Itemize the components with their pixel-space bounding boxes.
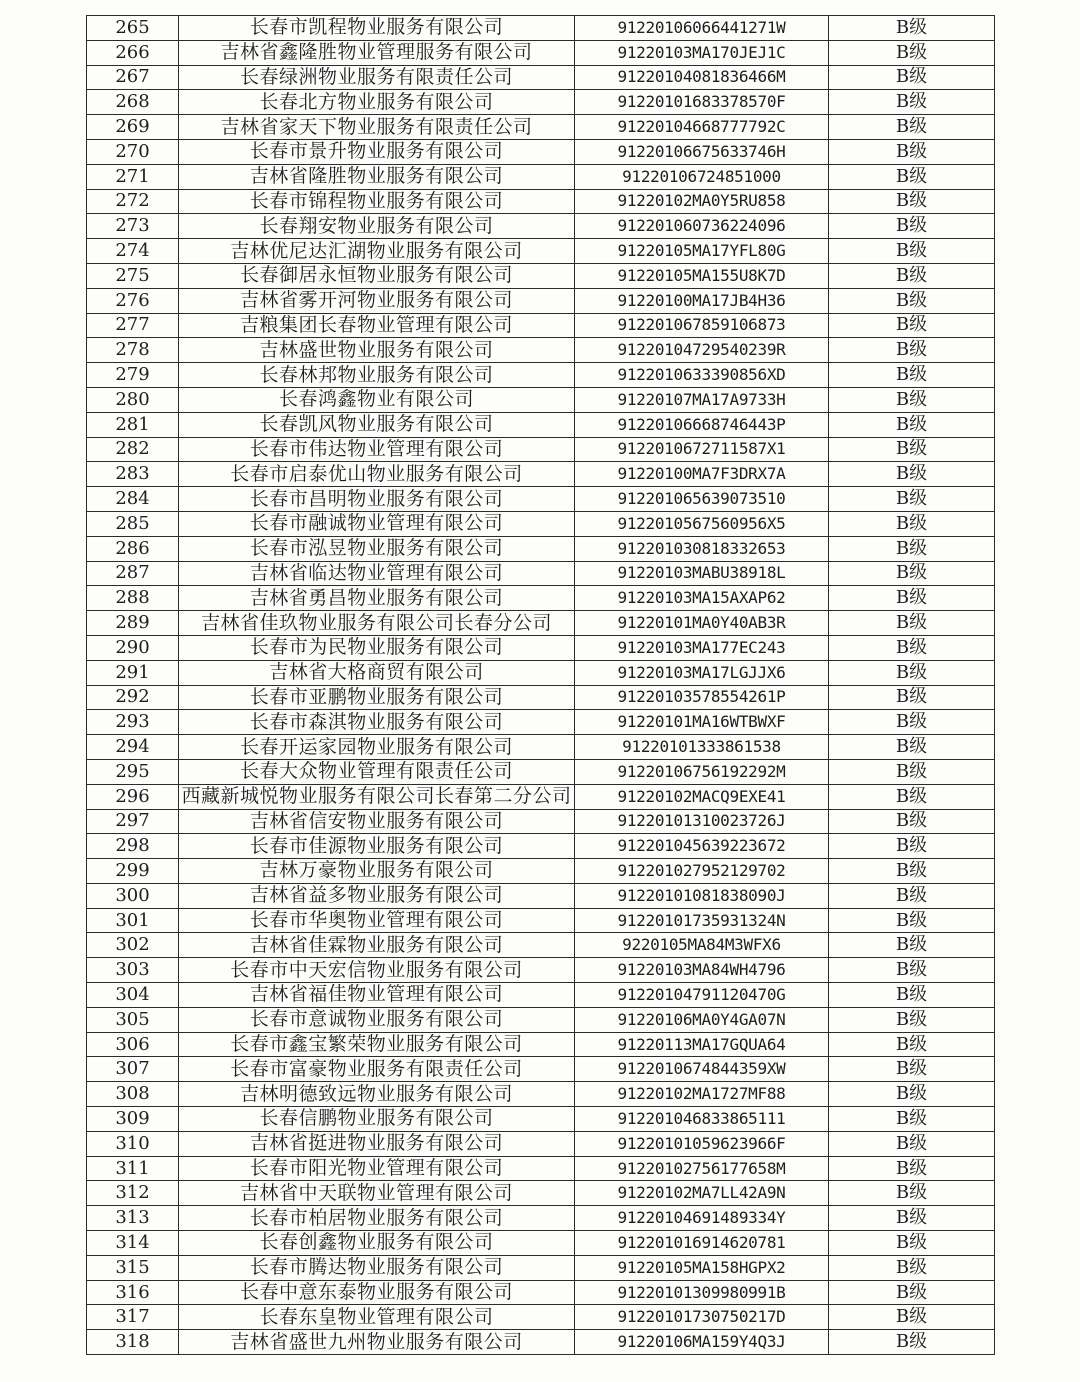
credit-code-cell: 91220101730750217D — [575, 1305, 829, 1330]
grade-cell: B级 — [829, 1305, 995, 1330]
company-name-cell: 长春创鑫物业服务有限公司 — [179, 1231, 575, 1256]
table-row — [87, 809, 995, 834]
row-number-cell: 318 — [87, 1330, 179, 1355]
row-number-cell: 301 — [87, 908, 179, 933]
grade-cell: B级 — [829, 16, 995, 41]
row-number-cell: 266 — [87, 40, 179, 65]
row-number-cell: 285 — [87, 511, 179, 536]
row-number-cell: 277 — [87, 313, 179, 338]
table-row — [87, 263, 995, 288]
row-number-cell: 280 — [87, 387, 179, 412]
row-number-cell: 304 — [87, 983, 179, 1008]
credit-code-cell: 91220103578554261P — [575, 685, 829, 710]
grade-cell: B级 — [829, 908, 995, 933]
credit-code-cell: 91220101MA0Y40AB3R — [575, 611, 829, 636]
company-name-cell: 长春市意诚物业服务有限公司 — [179, 1007, 575, 1032]
company-name-cell: 长春市鑫宝繁荣物业服务有限公司 — [179, 1032, 575, 1057]
company-name-cell: 长春开运家园物业服务有限公司 — [179, 735, 575, 760]
table-row — [87, 511, 995, 536]
table-row — [87, 239, 995, 264]
credit-code-cell: 91220107MA17A9733H — [575, 387, 829, 412]
company-name-cell: 长春市锦程物业服务有限公司 — [179, 189, 575, 214]
table-row — [87, 115, 995, 140]
table-row — [87, 958, 995, 983]
company-name-cell: 长春北方物业服务有限公司 — [179, 90, 575, 115]
table-row — [87, 164, 995, 189]
company-name-cell: 吉林省益多物业服务有限公司 — [179, 883, 575, 908]
grade-cell: B级 — [829, 288, 995, 313]
grade-cell: B级 — [829, 735, 995, 760]
row-number-cell: 282 — [87, 437, 179, 462]
row-number-cell: 315 — [87, 1255, 179, 1280]
credit-code-cell: 91220101333861538 — [575, 735, 829, 760]
credit-code-cell: 912201046833865111 — [575, 1107, 829, 1132]
grade-cell: B级 — [829, 883, 995, 908]
credit-code-cell: 91220103MA177EC243 — [575, 635, 829, 660]
company-name-cell: 吉林省勇昌物业服务有限公司 — [179, 586, 575, 611]
grade-cell: B级 — [829, 1231, 995, 1256]
grade-cell: B级 — [829, 65, 995, 90]
row-number-cell: 298 — [87, 834, 179, 859]
row-number-cell: 316 — [87, 1280, 179, 1305]
table-row — [87, 40, 995, 65]
row-number-cell: 272 — [87, 189, 179, 214]
row-number-cell: 267 — [87, 65, 179, 90]
row-number-cell: 291 — [87, 660, 179, 685]
row-number-cell: 300 — [87, 883, 179, 908]
company-name-cell: 吉林省临达物业管理有限公司 — [179, 561, 575, 586]
grade-cell: B级 — [829, 263, 995, 288]
credit-code-cell: 91220104691489334Y — [575, 1206, 829, 1231]
table-row — [87, 859, 995, 884]
credit-code-cell: 91220106066441271W — [575, 16, 829, 41]
table-row — [87, 883, 995, 908]
row-number-cell: 302 — [87, 933, 179, 958]
grade-cell: B级 — [829, 139, 995, 164]
table-row — [87, 1231, 995, 1256]
table-row — [87, 1032, 995, 1057]
table-row — [87, 437, 995, 462]
row-number-cell: 290 — [87, 635, 179, 660]
grade-cell: B级 — [829, 1255, 995, 1280]
table-row — [87, 611, 995, 636]
table-row — [87, 214, 995, 239]
company-name-cell: 吉林省中天联物业管理有限公司 — [179, 1181, 575, 1206]
table-row — [87, 561, 995, 586]
credit-code-cell: 91220106MA159Y4Q3J — [575, 1330, 829, 1355]
row-number-cell: 279 — [87, 363, 179, 388]
company-name-cell: 长春市泓昱物业服务有限公司 — [179, 536, 575, 561]
table-row — [87, 834, 995, 859]
company-name-cell: 吉林省隆胜物业服务有限公司 — [179, 164, 575, 189]
row-number-cell: 287 — [87, 561, 179, 586]
credit-code-cell: 91220104081836466M — [575, 65, 829, 90]
credit-code-cell: 912201027952129702 — [575, 859, 829, 884]
row-number-cell: 312 — [87, 1181, 179, 1206]
table-row — [87, 983, 995, 1008]
credit-code-cell: 91220101081838090J — [575, 883, 829, 908]
company-name-cell: 吉林万豪物业服务有限公司 — [179, 859, 575, 884]
table-row — [87, 288, 995, 313]
table-row — [87, 1082, 995, 1107]
grade-cell: B级 — [829, 759, 995, 784]
grade-cell: B级 — [829, 1007, 995, 1032]
grade-cell: B级 — [829, 685, 995, 710]
company-name-cell: 长春林邦物业服务有限公司 — [179, 363, 575, 388]
row-number-cell: 317 — [87, 1305, 179, 1330]
row-number-cell: 284 — [87, 487, 179, 512]
row-number-cell: 296 — [87, 784, 179, 809]
company-name-cell: 长春大众物业管理有限责任公司 — [179, 759, 575, 784]
row-number-cell: 292 — [87, 685, 179, 710]
row-number-cell: 297 — [87, 809, 179, 834]
row-number-cell: 265 — [87, 16, 179, 41]
table-row — [87, 462, 995, 487]
company-rating-table — [86, 15, 995, 1355]
table-row — [87, 1007, 995, 1032]
credit-code-cell: 91220103MA84WH4796 — [575, 958, 829, 983]
row-number-cell: 305 — [87, 1007, 179, 1032]
credit-code-cell: 91220102MA7LL42A9N — [575, 1181, 829, 1206]
row-number-cell: 311 — [87, 1156, 179, 1181]
grade-cell: B级 — [829, 239, 995, 264]
row-number-cell: 309 — [87, 1107, 179, 1132]
row-number-cell: 303 — [87, 958, 179, 983]
company-name-cell: 长春御居永恒物业服务有限公司 — [179, 263, 575, 288]
row-number-cell: 274 — [87, 239, 179, 264]
credit-code-cell: 912201016914620781 — [575, 1231, 829, 1256]
credit-code-cell: 9122010633390856XD — [575, 363, 829, 388]
row-number-cell: 286 — [87, 536, 179, 561]
grade-cell: B级 — [829, 115, 995, 140]
grade-cell: B级 — [829, 834, 995, 859]
table-row — [87, 784, 995, 809]
company-name-cell: 长春东皇物业管理有限公司 — [179, 1305, 575, 1330]
table-row — [87, 908, 995, 933]
table-row — [87, 759, 995, 784]
table-row — [87, 313, 995, 338]
credit-code-cell: 91220102MA1727MF88 — [575, 1082, 829, 1107]
grade-cell: B级 — [829, 660, 995, 685]
grade-cell: B级 — [829, 1156, 995, 1181]
company-name-cell: 长春市富豪物业服务有限责任公司 — [179, 1057, 575, 1082]
table-row — [87, 710, 995, 735]
grade-cell: B级 — [829, 387, 995, 412]
credit-code-cell: 91220100MA17JB4H36 — [575, 288, 829, 313]
credit-code-cell: 91220103MA17LGJJX6 — [575, 660, 829, 685]
credit-code-cell: 91220101310023726J — [575, 809, 829, 834]
grade-cell: B级 — [829, 1330, 995, 1355]
grade-cell: B级 — [829, 784, 995, 809]
grade-cell: B级 — [829, 1181, 995, 1206]
credit-code-cell: 91220113MA17GQUA64 — [575, 1032, 829, 1057]
row-number-cell: 275 — [87, 263, 179, 288]
credit-code-cell: 91220103MA170JEJ1C — [575, 40, 829, 65]
credit-code-cell: 912201067859106873 — [575, 313, 829, 338]
row-number-cell: 271 — [87, 164, 179, 189]
row-number-cell: 270 — [87, 139, 179, 164]
company-name-cell: 吉林明德致远物业服务有限公司 — [179, 1082, 575, 1107]
row-number-cell: 268 — [87, 90, 179, 115]
company-name-cell: 长春市凯程物业服务有限公司 — [179, 16, 575, 41]
table-row — [87, 1330, 995, 1355]
credit-code-cell: 912201030818332653 — [575, 536, 829, 561]
grade-cell: B级 — [829, 437, 995, 462]
company-name-cell: 长春市华奥物业管理有限公司 — [179, 908, 575, 933]
table-row — [87, 189, 995, 214]
table-row — [87, 1107, 995, 1132]
credit-code-cell: 91220106668746443P — [575, 412, 829, 437]
row-number-cell: 314 — [87, 1231, 179, 1256]
grade-cell: B级 — [829, 586, 995, 611]
credit-code-cell: 91220102756177658M — [575, 1156, 829, 1181]
grade-cell: B级 — [829, 561, 995, 586]
grade-cell: B级 — [829, 189, 995, 214]
table-row — [87, 65, 995, 90]
row-number-cell: 281 — [87, 412, 179, 437]
grade-cell: B级 — [829, 536, 995, 561]
credit-code-cell: 91220102MA0Y5RU858 — [575, 189, 829, 214]
table-row — [87, 536, 995, 561]
company-name-cell: 吉林省挺进物业服务有限公司 — [179, 1131, 575, 1156]
company-name-cell: 吉粮集团长春物业管理有限公司 — [179, 313, 575, 338]
table-row — [87, 338, 995, 363]
credit-code-cell: 91220101735931324N — [575, 908, 829, 933]
credit-code-cell: 91220101MA16WTBWXF — [575, 710, 829, 735]
grade-cell: B级 — [829, 412, 995, 437]
credit-code-cell: 91220101059623966F — [575, 1131, 829, 1156]
grade-cell: B级 — [829, 1057, 995, 1082]
grade-cell: B级 — [829, 462, 995, 487]
table-row — [87, 1206, 995, 1231]
row-number-cell: 283 — [87, 462, 179, 487]
row-number-cell: 306 — [87, 1032, 179, 1057]
company-name-cell: 吉林省大格商贸有限公司 — [179, 660, 575, 685]
company-name-cell: 长春市为民物业服务有限公司 — [179, 635, 575, 660]
company-name-cell: 长春市腾达物业服务有限公司 — [179, 1255, 575, 1280]
company-name-cell: 长春市柏居物业服务有限公司 — [179, 1206, 575, 1231]
table-row — [87, 735, 995, 760]
company-name-cell: 长春市阳光物业管理有限公司 — [179, 1156, 575, 1181]
company-name-cell: 吉林省佳霖物业服务有限公司 — [179, 933, 575, 958]
grade-cell: B级 — [829, 363, 995, 388]
company-name-cell: 长春绿洲物业服务有限责任公司 — [179, 65, 575, 90]
grade-cell: B级 — [829, 164, 995, 189]
row-number-cell: 295 — [87, 759, 179, 784]
grade-cell: B级 — [829, 1206, 995, 1231]
credit-code-cell: 91220103MA15AXAP62 — [575, 586, 829, 611]
credit-code-cell: 91220101309980991B — [575, 1280, 829, 1305]
grade-cell: B级 — [829, 983, 995, 1008]
credit-code-cell: 91220104729540239R — [575, 338, 829, 363]
credit-code-cell: 91220102MACQ9EXE41 — [575, 784, 829, 809]
company-name-cell: 吉林省鑫隆胜物业管理服务有限公司 — [179, 40, 575, 65]
credit-code-cell: 91220106756192292M — [575, 759, 829, 784]
row-number-cell: 278 — [87, 338, 179, 363]
grade-cell: B级 — [829, 635, 995, 660]
table-row — [87, 660, 995, 685]
grade-cell: B级 — [829, 611, 995, 636]
table-row — [87, 1255, 995, 1280]
company-name-cell: 吉林优尼达汇湖物业服务有限公司 — [179, 239, 575, 264]
table-row — [87, 363, 995, 388]
grade-cell: B级 — [829, 1032, 995, 1057]
table-row — [87, 487, 995, 512]
table-row — [87, 685, 995, 710]
grade-cell: B级 — [829, 1107, 995, 1132]
row-number-cell: 299 — [87, 859, 179, 884]
grade-cell: B级 — [829, 859, 995, 884]
company-name-cell: 长春鸿鑫物业有限公司 — [179, 387, 575, 412]
company-name-cell: 长春市景升物业服务有限公司 — [179, 139, 575, 164]
grade-cell: B级 — [829, 1131, 995, 1156]
company-name-cell: 长春信鹏物业服务有限公司 — [179, 1107, 575, 1132]
grade-cell: B级 — [829, 338, 995, 363]
grade-cell: B级 — [829, 933, 995, 958]
credit-code-cell: 9122010674844359XW — [575, 1057, 829, 1082]
table-row — [87, 1305, 995, 1330]
company-name-cell: 长春市启泰优山物业服务有限公司 — [179, 462, 575, 487]
company-name-cell: 长春市融诚物业管理有限公司 — [179, 511, 575, 536]
table-row — [87, 412, 995, 437]
grade-cell: B级 — [829, 1082, 995, 1107]
grade-cell: B级 — [829, 1280, 995, 1305]
grade-cell: B级 — [829, 511, 995, 536]
grade-cell: B级 — [829, 313, 995, 338]
row-number-cell: 313 — [87, 1206, 179, 1231]
table-row — [87, 1131, 995, 1156]
company-name-cell: 长春凯风物业服务有限公司 — [179, 412, 575, 437]
credit-code-cell: 9122010672711587X1 — [575, 437, 829, 462]
row-number-cell: 276 — [87, 288, 179, 313]
row-number-cell: 307 — [87, 1057, 179, 1082]
company-name-cell: 长春市昌明物业服务有限公司 — [179, 487, 575, 512]
credit-code-cell: 91220100MA7F3DRX7A — [575, 462, 829, 487]
grade-cell: B级 — [829, 710, 995, 735]
credit-code-cell: 91220105MA17YFL80G — [575, 239, 829, 264]
row-number-cell: 289 — [87, 611, 179, 636]
row-number-cell: 288 — [87, 586, 179, 611]
row-number-cell: 310 — [87, 1131, 179, 1156]
grade-cell: B级 — [829, 487, 995, 512]
credit-code-cell: 91220106724851000 — [575, 164, 829, 189]
company-name-cell: 吉林省雾开河物业服务有限公司 — [179, 288, 575, 313]
credit-code-cell: 91220106MA0Y4GA07N — [575, 1007, 829, 1032]
grade-cell: B级 — [829, 809, 995, 834]
table-row — [87, 1057, 995, 1082]
credit-code-cell: 91220104791120470G — [575, 983, 829, 1008]
table-row — [87, 1156, 995, 1181]
credit-code-cell: 9122010567560956X5 — [575, 511, 829, 536]
table-row — [87, 933, 995, 958]
company-name-cell: 长春市亚鹏物业服务有限公司 — [179, 685, 575, 710]
credit-code-cell: 91220104668777792C — [575, 115, 829, 140]
company-name-cell: 吉林省佳玖物业服务有限公司长春分公司 — [179, 611, 575, 636]
company-name-cell: 吉林省福佳物业管理有限公司 — [179, 983, 575, 1008]
table-row — [87, 635, 995, 660]
credit-code-cell: 91220105MA158HGPX2 — [575, 1255, 829, 1280]
company-name-cell: 吉林省家天下物业服务有限责任公司 — [179, 115, 575, 140]
company-name-cell: 长春市中天宏信物业服务有限公司 — [179, 958, 575, 983]
company-name-cell: 长春市森淇物业服务有限公司 — [179, 710, 575, 735]
grade-cell: B级 — [829, 40, 995, 65]
credit-code-cell: 91220103MABU38918L — [575, 561, 829, 586]
company-name-cell: 吉林省信安物业服务有限公司 — [179, 809, 575, 834]
table-body — [87, 16, 995, 1355]
table-row — [87, 16, 995, 41]
grade-cell: B级 — [829, 90, 995, 115]
table-row — [87, 387, 995, 412]
credit-code-cell: 91220105MA155U8K7D — [575, 263, 829, 288]
table-row — [87, 90, 995, 115]
company-name-cell: 吉林省盛世九州物业服务有限公司 — [179, 1330, 575, 1355]
row-number-cell: 294 — [87, 735, 179, 760]
credit-code-cell: 91220101683378570F — [575, 90, 829, 115]
credit-code-cell: 9220105MA84M3WFX6 — [575, 933, 829, 958]
table-row — [87, 1280, 995, 1305]
company-name-cell: 长春翔安物业服务有限公司 — [179, 214, 575, 239]
credit-code-cell: 91220106675633746H — [575, 139, 829, 164]
credit-code-cell: 912201065639073510 — [575, 487, 829, 512]
grade-cell: B级 — [829, 214, 995, 239]
table-row — [87, 139, 995, 164]
company-name-cell: 西藏新城悦物业服务有限公司长春第二分公司 — [179, 784, 575, 809]
company-name-cell: 长春市佳源物业服务有限公司 — [179, 834, 575, 859]
company-name-cell: 吉林盛世物业服务有限公司 — [179, 338, 575, 363]
company-name-cell: 长春市伟达物业管理有限公司 — [179, 437, 575, 462]
row-number-cell: 269 — [87, 115, 179, 140]
credit-code-cell: 912201045639223672 — [575, 834, 829, 859]
table-row — [87, 586, 995, 611]
row-number-cell: 308 — [87, 1082, 179, 1107]
table-row — [87, 1181, 995, 1206]
row-number-cell: 293 — [87, 710, 179, 735]
row-number-cell: 273 — [87, 214, 179, 239]
company-name-cell: 长春中意东泰物业服务有限公司 — [179, 1280, 575, 1305]
grade-cell: B级 — [829, 958, 995, 983]
credit-code-cell: 912201060736224096 — [575, 214, 829, 239]
